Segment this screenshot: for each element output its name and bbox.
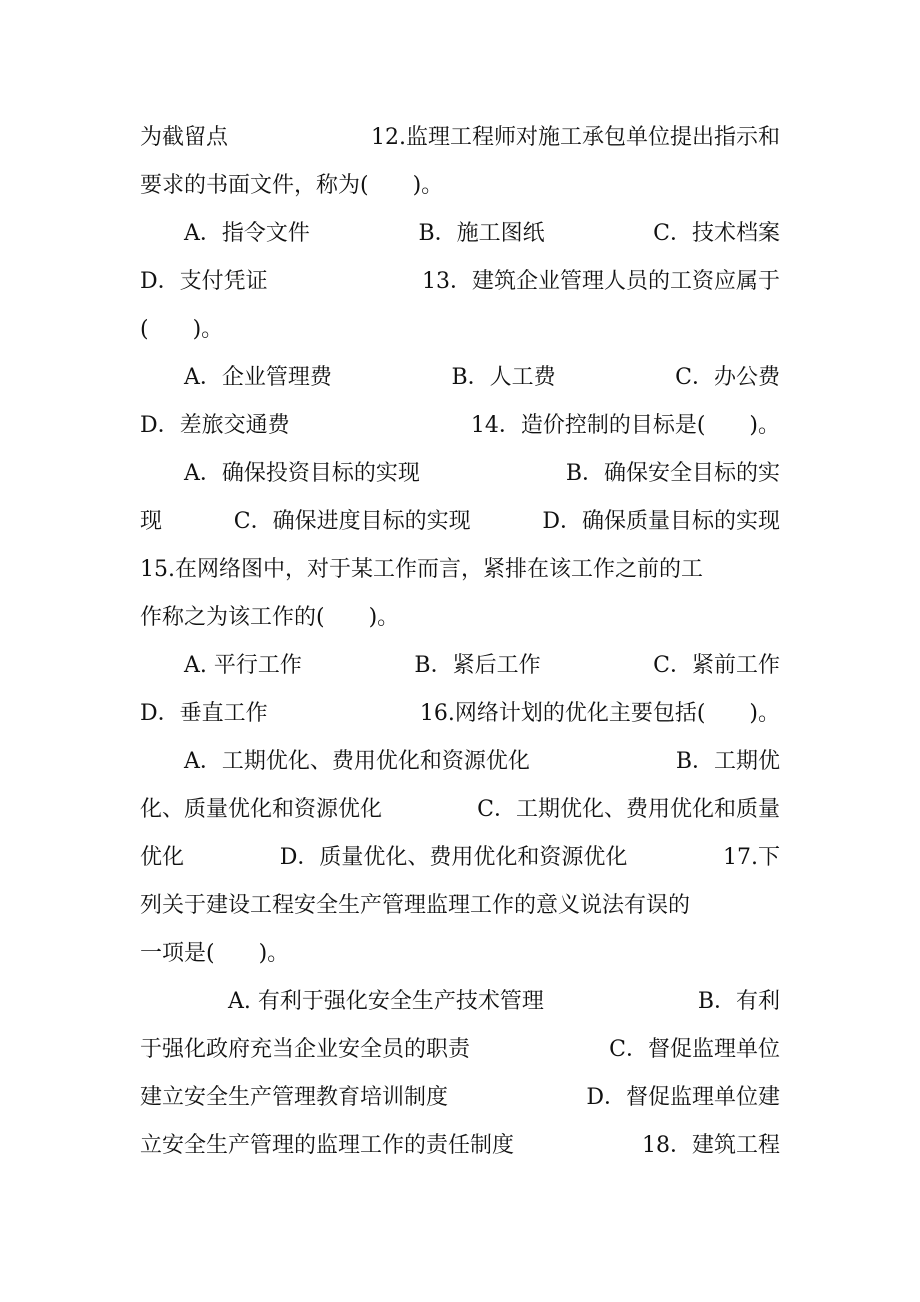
text-segment: 作称之为该工作的( )。: [140, 605, 400, 630]
text-line: [140, 838, 780, 878]
text-segment: B．工期优: [675, 749, 780, 774]
text-segment: A．工期优化、费用优化和资源优化: [140, 749, 530, 774]
text-line: [140, 118, 780, 158]
text-line: [140, 214, 780, 254]
text-segment: C．办公费: [675, 365, 780, 390]
text-line: [140, 358, 780, 398]
text-segment: D．质量优化、费用优化和资源优化: [279, 845, 628, 870]
text-line: [140, 598, 780, 638]
text-segment: 立安全生产管理的监理工作的责任制度: [140, 1133, 515, 1158]
text-segment: D．差旅交通费: [140, 413, 290, 438]
text-segment: A. 有利于强化安全生产技术管理: [140, 989, 544, 1014]
text-line: [140, 310, 780, 350]
text-segment: 12.监理工程师对施工承包单位提出指示和: [371, 125, 780, 150]
text-segment: A．企业管理费: [140, 365, 332, 390]
text-segment: B．施工图纸: [418, 221, 545, 246]
text-line: [140, 694, 780, 734]
text-segment: D．督促监理单位建: [586, 1085, 780, 1110]
text-segment: 要求的书面文件，称为( )。: [140, 173, 444, 198]
text-line: [140, 262, 780, 302]
text-segment: 一项是( )。: [140, 941, 290, 966]
text-segment: C．技术档案: [653, 221, 780, 246]
text-segment: ( )。: [140, 317, 224, 342]
text-segment: 列关于建设工程安全生产管理监理工作的意义说法有误的: [140, 893, 691, 918]
text-segment: D．确保质量目标的实现: [542, 509, 780, 534]
text-segment: B．紧后工作: [414, 653, 541, 678]
text-segment: C．确保进度目标的实现: [233, 509, 471, 534]
text-line: [140, 406, 780, 446]
text-line: [140, 982, 780, 1022]
text-segment: 于强化政府充当企业安全员的职责: [140, 1037, 471, 1062]
text-segment: C．紧前工作: [653, 653, 780, 678]
text-segment: C．工期优化、费用优化和质量: [477, 797, 780, 822]
text-segment: 13．建筑企业管理人员的工资应属于: [422, 269, 780, 294]
text-segment: 优化: [140, 845, 185, 870]
text-segment: D．垂直工作: [140, 701, 268, 726]
text-line: [140, 502, 780, 542]
text-line: [140, 790, 780, 830]
text-segment: B．有利: [697, 989, 780, 1014]
text-line: [140, 1078, 780, 1118]
text-segment: A．确保投资目标的实现: [140, 461, 420, 486]
text-segment: 18．建筑工程: [642, 1133, 780, 1158]
text-line: [140, 454, 780, 494]
text-line: [140, 742, 780, 782]
text-line: [140, 1030, 780, 1070]
text-line: [140, 550, 780, 590]
text-line: [140, 934, 780, 974]
text-segment: 15.在网络图中，对于某工作而言，紧排在该工作之前的工: [140, 557, 703, 582]
text-segment: 17.下: [723, 845, 780, 870]
text-segment: 16.网络计划的优化主要包括( )。: [419, 701, 780, 726]
text-segment: C．督促监理单位: [609, 1037, 780, 1062]
text-segment: 14．造价控制的目标是( )。: [470, 413, 780, 438]
text-segment: B．确保安全目标的实: [565, 461, 780, 486]
text-segment: A. 平行工作: [140, 653, 302, 678]
text-segment: 现: [140, 509, 163, 534]
text-segment: D．支付凭证: [140, 269, 268, 294]
text-segment: 建立安全生产管理教育培训制度: [140, 1085, 449, 1110]
text-segment: A．指令文件: [140, 221, 310, 246]
text-line: [140, 646, 780, 686]
text-line: [140, 886, 780, 926]
text-segment: 化、质量优化和资源优化: [140, 797, 383, 822]
text-segment: B．人工费: [451, 365, 556, 390]
text-line: [140, 166, 780, 206]
text-line: [140, 1126, 780, 1166]
text-segment: 为截留点: [140, 125, 229, 150]
